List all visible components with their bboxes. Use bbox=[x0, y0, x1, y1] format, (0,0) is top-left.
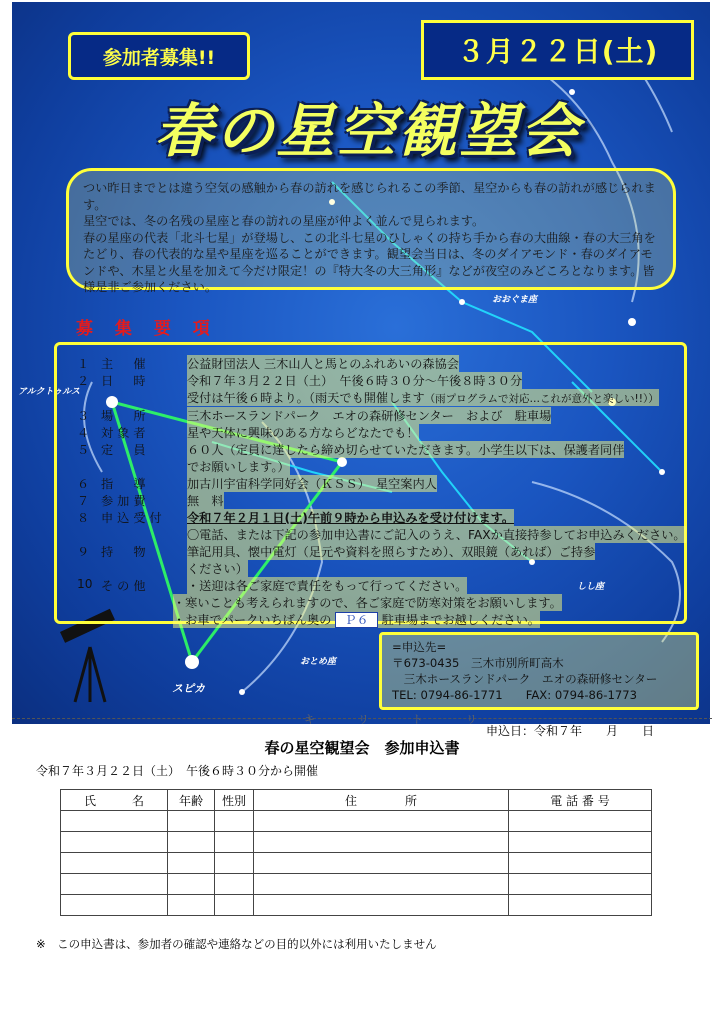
requirements-box bbox=[54, 342, 687, 627]
requirement-text: 無 料 bbox=[187, 494, 224, 508]
requirement-number: ２ bbox=[77, 374, 90, 388]
time-note-main: 受付は午後６時より。（雨天でも開催します bbox=[187, 391, 425, 405]
capacity-note: でお願いします。） bbox=[187, 460, 290, 474]
phone-cell[interactable] bbox=[509, 853, 652, 874]
table-header-row bbox=[61, 790, 652, 811]
contact-address: 〒673-0435 三木市別所町高木 bbox=[392, 656, 564, 670]
address-cell[interactable] bbox=[254, 832, 509, 853]
label-virgo: おとめ座 bbox=[300, 657, 337, 667]
contact-facility: 三木ホースランドパーク エオの森研修センター bbox=[392, 672, 658, 686]
requirement-label: 対象者 bbox=[101, 426, 150, 440]
address-cell[interactable] bbox=[254, 874, 509, 895]
requirement-number: ３ bbox=[77, 409, 90, 423]
form-subtitle: 令和７年３月２２日（土） 午後６時３０分から開催 bbox=[36, 764, 319, 778]
phone-cell[interactable] bbox=[509, 811, 652, 832]
intro-box bbox=[66, 168, 676, 294]
table-row[interactable] bbox=[61, 853, 652, 874]
phone-cell[interactable] bbox=[509, 874, 652, 895]
age-cell[interactable] bbox=[168, 874, 215, 895]
intro-paragraph: 星空では、冬の名残の星座と春の訪れの星座が仲よく並んで見られます。 bbox=[83, 214, 485, 228]
poster-title: 春の星空観望会 bbox=[154, 97, 582, 165]
time-note-rain: （雨プログラムで対応…これが意外と楽しい!!）） bbox=[424, 393, 659, 405]
gender-cell[interactable] bbox=[215, 895, 254, 916]
gender-cell[interactable] bbox=[215, 811, 254, 832]
name-cell[interactable] bbox=[61, 895, 168, 916]
name-cell[interactable] bbox=[61, 853, 168, 874]
phone-cell[interactable] bbox=[509, 895, 652, 916]
requirement-number: ５ bbox=[77, 443, 90, 457]
table-row[interactable] bbox=[61, 895, 652, 916]
table-row[interactable] bbox=[61, 832, 652, 853]
age-cell[interactable] bbox=[168, 832, 215, 853]
apply-date-field: 申込日：令和７年 月 日 bbox=[486, 724, 655, 738]
requirement-number: ８ bbox=[77, 511, 90, 525]
requirement-number: ４ bbox=[77, 426, 90, 440]
age-cell[interactable] bbox=[168, 853, 215, 874]
name-cell[interactable] bbox=[61, 832, 168, 853]
label-leo: しし座 bbox=[577, 582, 605, 592]
intro-paragraph: つい昨日までとは違う空気の感触から春の訪れを感じられるこの季節、星空からも春の訪れが感じられます。 bbox=[83, 181, 656, 212]
name-cell[interactable] bbox=[61, 811, 168, 832]
name-cell[interactable] bbox=[61, 874, 168, 895]
gender-cell[interactable] bbox=[215, 853, 254, 874]
address-cell[interactable] bbox=[254, 811, 509, 832]
address-cell[interactable] bbox=[254, 853, 509, 874]
requirement-text: ・送迎は各ご家庭で責任をもって行ってください。 bbox=[187, 579, 468, 593]
requirement-text: 令和７年３月２２日（土） 午後６時３０分～午後８時３０分 bbox=[187, 374, 523, 388]
items-note: ください） bbox=[187, 562, 248, 576]
application-table bbox=[60, 789, 652, 916]
other-note-parking bbox=[173, 611, 540, 628]
other-note-cold: ・寒いことも考えられますので、各ご家庭で防寒対策をお願いします。 bbox=[173, 596, 562, 610]
requirement-label: 持 物 bbox=[101, 545, 150, 559]
label-ursa-major: おおぐま座 bbox=[492, 295, 538, 305]
requirement-text: 筆記用具、懐中電灯（足元や資料を照らすため）、双眼鏡（あれば）ご持参 bbox=[187, 545, 596, 559]
requirement-number: ６ bbox=[77, 477, 90, 491]
requirement-label: 定 員 bbox=[101, 443, 150, 457]
label-spica: スピカ bbox=[172, 682, 205, 695]
table-row[interactable] bbox=[61, 811, 652, 832]
column-header-address: 住 所 bbox=[254, 790, 509, 811]
phone-cell[interactable] bbox=[509, 832, 652, 853]
requirement-number: 10 bbox=[77, 577, 93, 591]
requirement-text: ６０人（定員に達したら締め切らせていただきます。小学生以下は、保護者同伴 bbox=[187, 443, 625, 457]
label-arcturus: アルクトゥルス bbox=[18, 387, 80, 397]
requirement-number: ９ bbox=[77, 545, 90, 559]
contact-phone-fax: TEL: 0794-86-1771 FAX: 0794-86-1773 bbox=[392, 688, 637, 702]
requirement-text: 令和７年２月１日(土)午前９時から申込みを受け付けます。 bbox=[187, 511, 515, 525]
requirement-label: 日 時 bbox=[101, 374, 150, 388]
requirement-text: 星や天体に興味のある方ならどなたでも！ bbox=[187, 426, 419, 440]
contact-box bbox=[379, 632, 699, 710]
requirement-number: ７ bbox=[77, 494, 90, 508]
gender-cell[interactable] bbox=[215, 874, 254, 895]
age-cell[interactable] bbox=[168, 895, 215, 916]
gender-cell[interactable] bbox=[215, 832, 254, 853]
cut-line-label: キ リ ト リ bbox=[304, 713, 493, 726]
time-note bbox=[187, 389, 659, 406]
age-cell[interactable] bbox=[168, 811, 215, 832]
requirement-number: １ bbox=[77, 357, 90, 371]
requirement-label: 場 所 bbox=[101, 409, 150, 423]
parking-text-after: 駐車場までお越しください。 bbox=[381, 613, 540, 627]
requirement-text: 公益財団法人 三木山人と馬とのふれあいの森協会 bbox=[187, 357, 459, 371]
table-row[interactable] bbox=[61, 874, 652, 895]
requirement-label: 主 催 bbox=[101, 357, 150, 371]
parking-label: Ｐ６ bbox=[335, 612, 377, 628]
requirement-label: 申込受付 bbox=[101, 511, 166, 525]
requirements-title: 募 集 要 項 bbox=[76, 319, 218, 339]
recruit-badge: 参加者募集!! bbox=[68, 32, 250, 80]
contact-heading: =申込先= bbox=[392, 640, 447, 654]
parking-text-before: ・お車でパークいちばん奥の bbox=[173, 613, 332, 627]
form-title: 春の星空観望会 参加申込書 bbox=[264, 739, 460, 757]
address-cell[interactable] bbox=[254, 895, 509, 916]
column-header-name: 氏 名 bbox=[61, 790, 168, 811]
privacy-note: ※ この申込書は、参加者の確認や連絡などの目的以外には利用いたしません bbox=[36, 937, 437, 951]
column-header-age: 年齢 bbox=[168, 790, 215, 811]
apply-method-note: 〇電話、または下記の参加申込書にご記入のうえ、FAXか直接持参してお申込みください。 bbox=[187, 528, 686, 542]
column-header-phone: 電 話 番 号 bbox=[509, 790, 652, 811]
requirement-label: 参加費 bbox=[101, 494, 150, 508]
poster bbox=[12, 2, 710, 724]
requirement-text: 三木ホースランドパーク エオの森研修センター および 駐車場 bbox=[187, 409, 552, 423]
event-date-badge: ３月２２日(土) bbox=[421, 20, 694, 80]
requirement-label: 指 導 bbox=[101, 477, 150, 491]
intro-paragraph: 春の星座の代表「北斗七星」が登場し、この北斗七星のひしゃくの持ち手から春の大曲線・春の大三角をたどり、春の代表的な星や星座を巡ることができます。観望会当日は、冬のダイアモンド・春のダイアモンドや、木星と火星を加えて今だけ限定！の『特大冬の大三角形』などが夜空のみどころとなります。皆様是非ご参加ください。 bbox=[83, 230, 656, 294]
requirement-label: その他 bbox=[101, 579, 150, 593]
column-header-gender: 性別 bbox=[215, 790, 254, 811]
requirement-text: 加古川宇宙科学同好会（ＫＳＳ） 星空案内人 bbox=[187, 477, 437, 491]
